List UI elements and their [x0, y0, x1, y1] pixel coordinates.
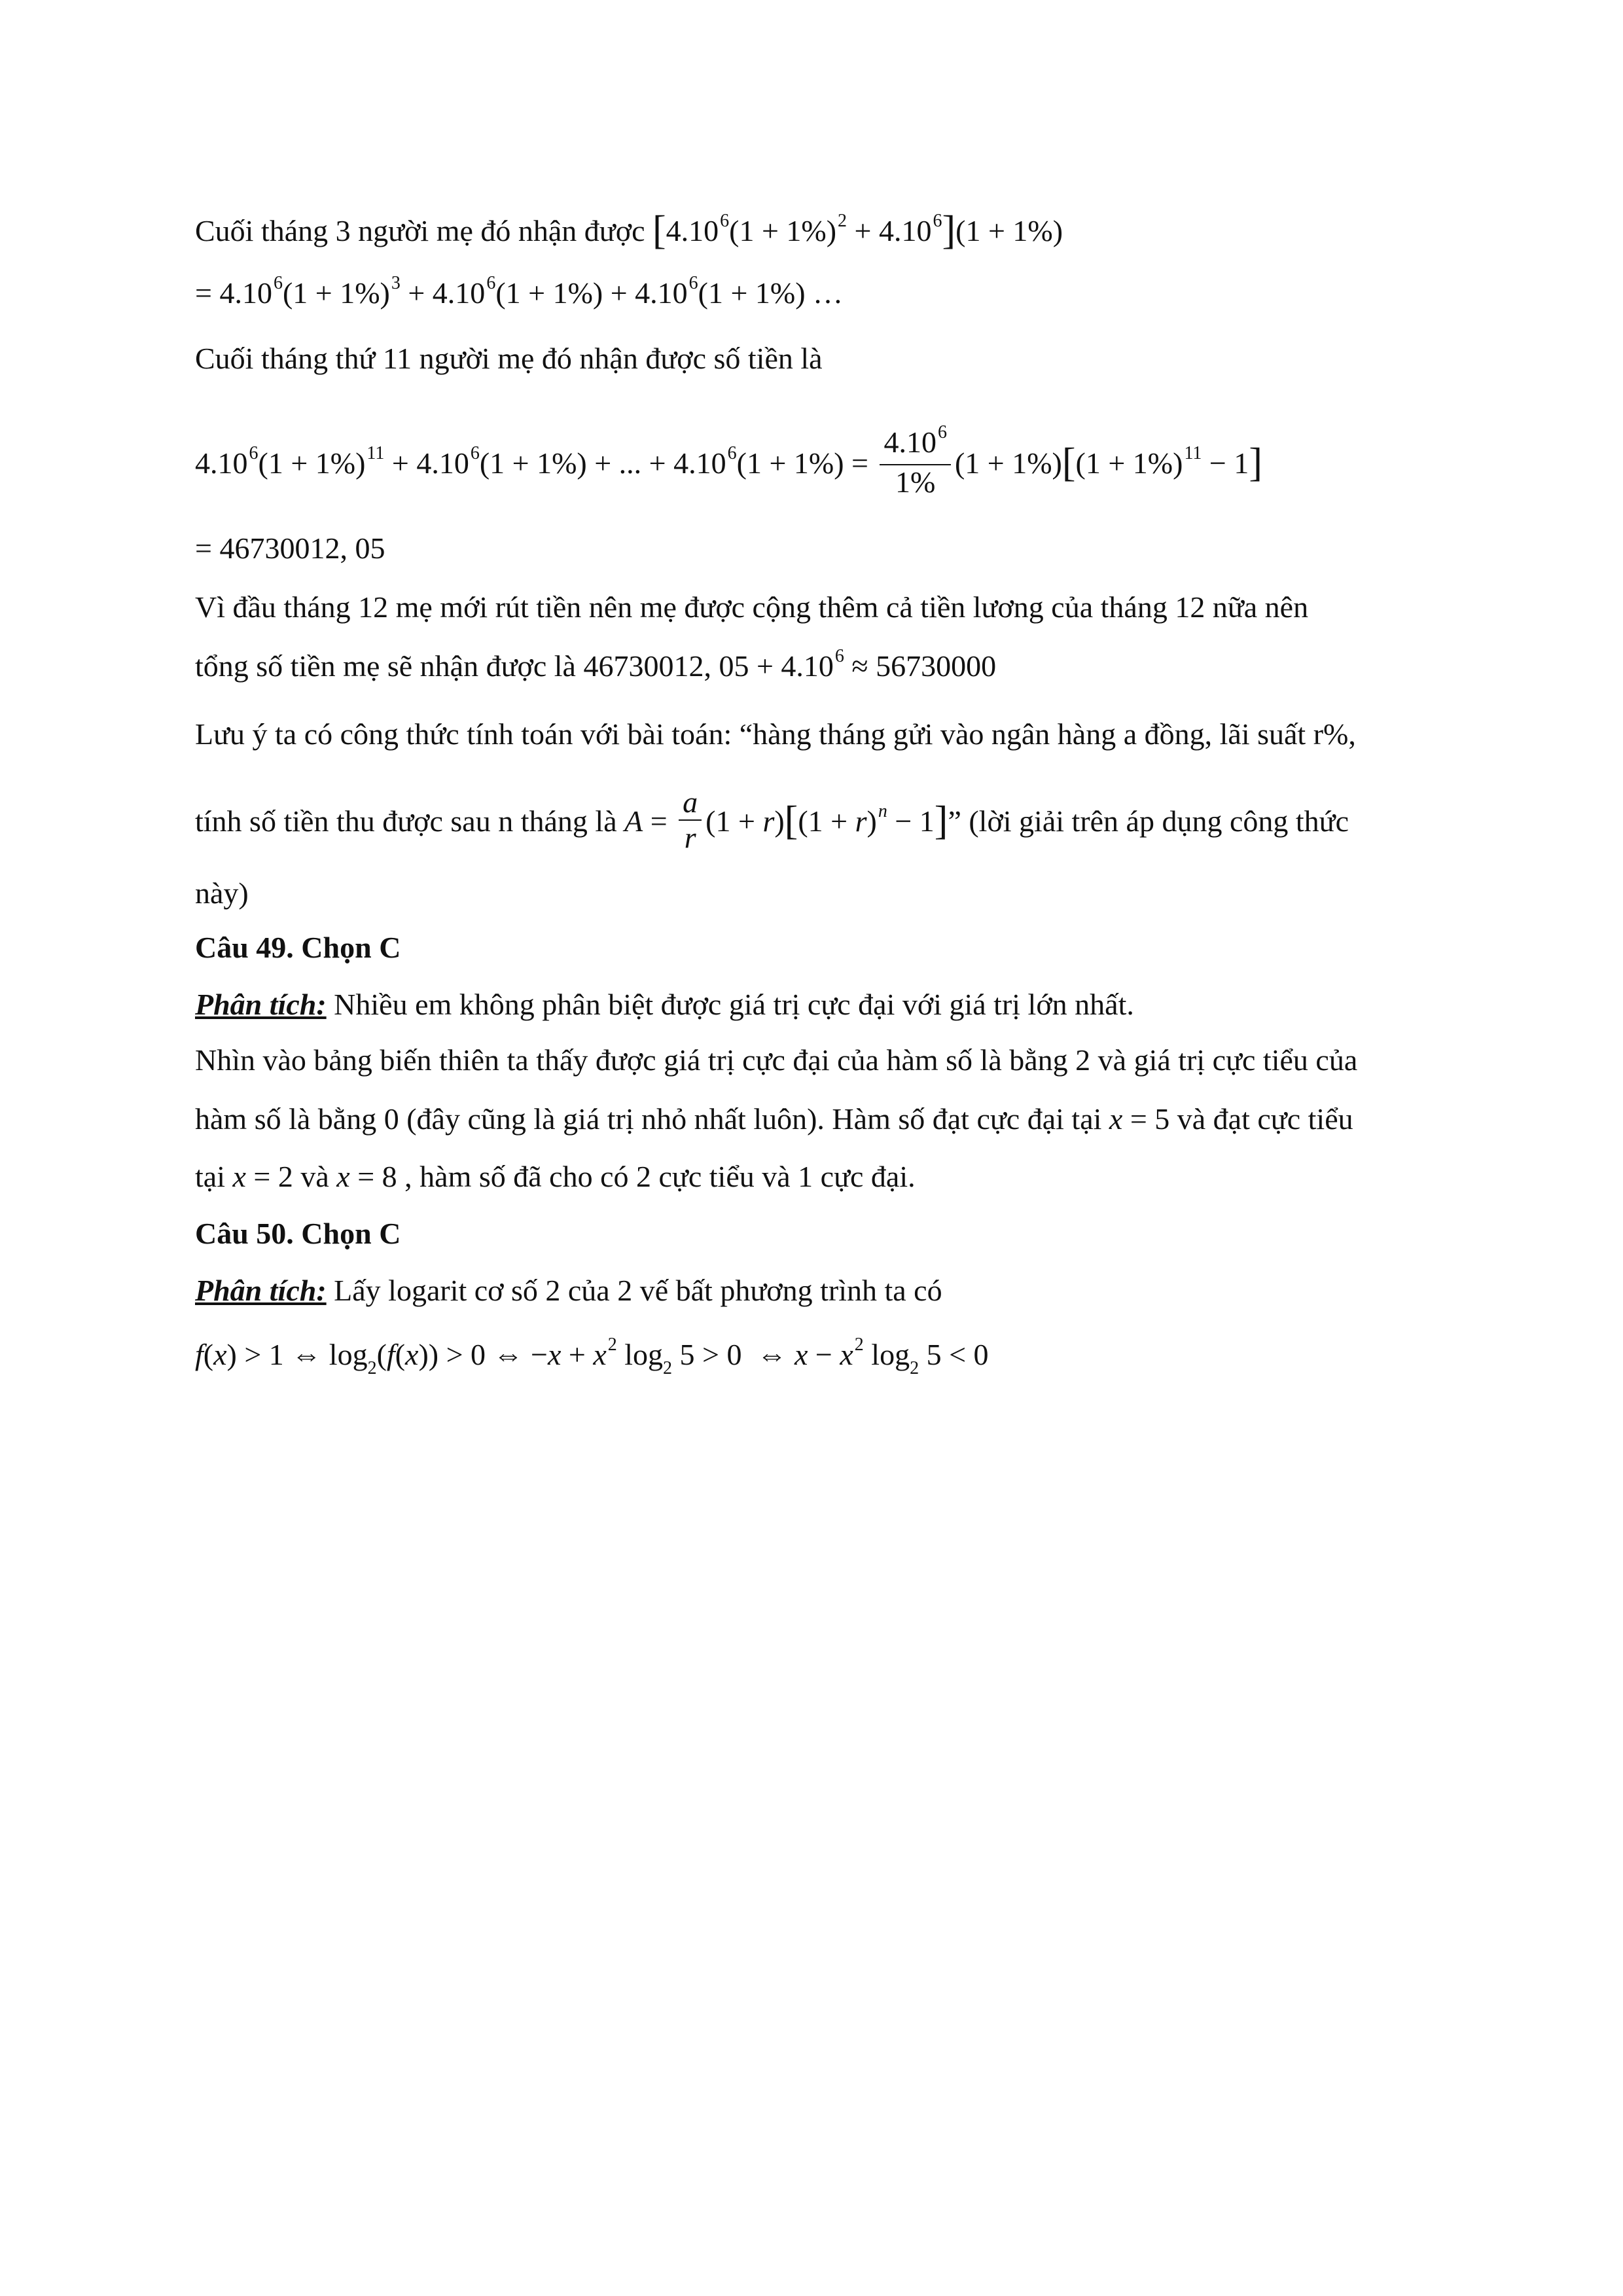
line-7-text: tổng số tiền mẹ sẽ nhận được là [195, 649, 576, 683]
analysis-49-line-3-text: hàm số là bằng 0 (đây cũng là giá trị nhỏ nhất luôn). Hàm số đạt cực đại tại [195, 1102, 1102, 1136]
text-line-10: này) [195, 876, 249, 910]
text-line-3: Cuối tháng thứ 11 người mẹ đó nhận được số tiền là [195, 342, 823, 375]
analysis-50 [195, 1271, 942, 1310]
analysis-50-equation: f(x) > 1 ⇔ $\log_2(f(x)) > 0$ ⇔ $-x + x^2$ $\log_2 5 > 0$ ⇔ $x - x^2$ $\log_2 5 < 0$ [195, 1335, 989, 1378]
question-50-heading: Câu 50. Chọn C [195, 1217, 401, 1250]
text-line-1: Cuối tháng 3 người mẹ đó nhận được $[4.10^6(1 + 1\%)^2 + 4.10^6](1 + 1\%)$ [195, 208, 1063, 253]
analysis-49-line-4: tại x = 2 và x = 8 , hàm số đã cho có 2 cực tiểu và 1 cực đại. [195, 1160, 916, 1193]
analysis-49-label: Phân tích: [195, 988, 327, 1021]
line-7-math: 46730012, 05 + 4.10 [583, 649, 834, 683]
question-49-heading: Câu 49. Chọn C [195, 931, 401, 964]
line-1-math: 4.10 [666, 214, 719, 247]
analysis-50-text: Lấy logarit cơ số 2 của 2 vế bất phương trình ta có [326, 1274, 942, 1307]
analysis-49-line-3-end: và đạt cực tiểu [1177, 1102, 1353, 1136]
analysis-49-text: Nhiều em không phân biệt được giá trị cực đại với giá trị lớn nhất. [326, 988, 1134, 1021]
analysis-49 [195, 985, 1134, 1024]
text-line-6: Vì đầu tháng 12 mẹ mới rút tiền nên mẹ được cộng thêm cả tiền lương của tháng 12 nữa nên [195, 590, 1309, 624]
formula-line: tính số tiền thu được sau n tháng là A = $\frac{a}{r}$ $(1 + r)[(1 + r)^n - 1]$” (lời giải trên áp dụng công thức [195, 785, 1349, 855]
text-line-2: = $4.10^6(1 + 1\%)^3 + 4.10^6(1 + 1\%) + 4.10^6(1 + 1\%)$ … [195, 273, 844, 310]
equation-sum-lhs: 4.10 [195, 446, 248, 480]
analysis-49-line-3: hàm số là bằng 0 (đây cũng là giá trị nhỏ nhất luôn). Hàm số đạt cực đại tại x = 5 và đạt cực tiểu [195, 1102, 1353, 1136]
line-1-text: Cuối tháng 3 người mẹ đó nhận được [195, 214, 645, 247]
formula-note: ” (lời giải trên áp dụng công thức [948, 804, 1349, 838]
equation-result: = 46730012, 05 [195, 531, 385, 565]
formula-intro: tính số tiền thu được sau n tháng là [195, 804, 617, 838]
fraction-denominator: 1% [895, 465, 936, 499]
text-line-8: Lưu ý ta có công thức tính toán với bài toán: “hàng tháng gửi vào ngân hàng a đồng, lãi suất r%, [195, 717, 1356, 751]
analysis-49-line-4-start: tại [195, 1160, 225, 1193]
text-line-7: tổng số tiền mẹ sẽ nhận được là 46730012, $05 + 4.10^6 \approx 56730000$ [195, 646, 997, 683]
equation-sum: $4.10^6(1 + 1\%)^{11} + 4.10^6(1 + 1\%)$ + ... + $4.10^6(1 + 1\%)$ = $\frac{4.10^6}{1\%}$ $(1 + 1\%)[(1 + 1\%)^{11} - 1]$ [195, 422, 1263, 499]
formula-fraction: $\frac{a}{r}$ [679, 785, 702, 855]
analysis-49-line-2: Nhìn vào bảng biến thiên ta thấy được giá trị cực đại của hàm số là bằng 2 và giá trị cực tiểu của [195, 1043, 1358, 1077]
line-7-result: ≈ 56730000 [851, 649, 997, 683]
fraction-numerator: 4.10 [883, 425, 936, 459]
analysis-50-label: Phân tích: [195, 1274, 327, 1307]
analysis-49-line-4-and: và [300, 1160, 329, 1193]
fraction: $\frac{4.10^6}{1\%}$ [880, 425, 951, 499]
line-2-prefix: = 4.10 [195, 276, 272, 310]
analysis-49-line-4-end: , hàm số đã cho có 2 cực tiểu và 1 cực đại. [404, 1160, 916, 1193]
